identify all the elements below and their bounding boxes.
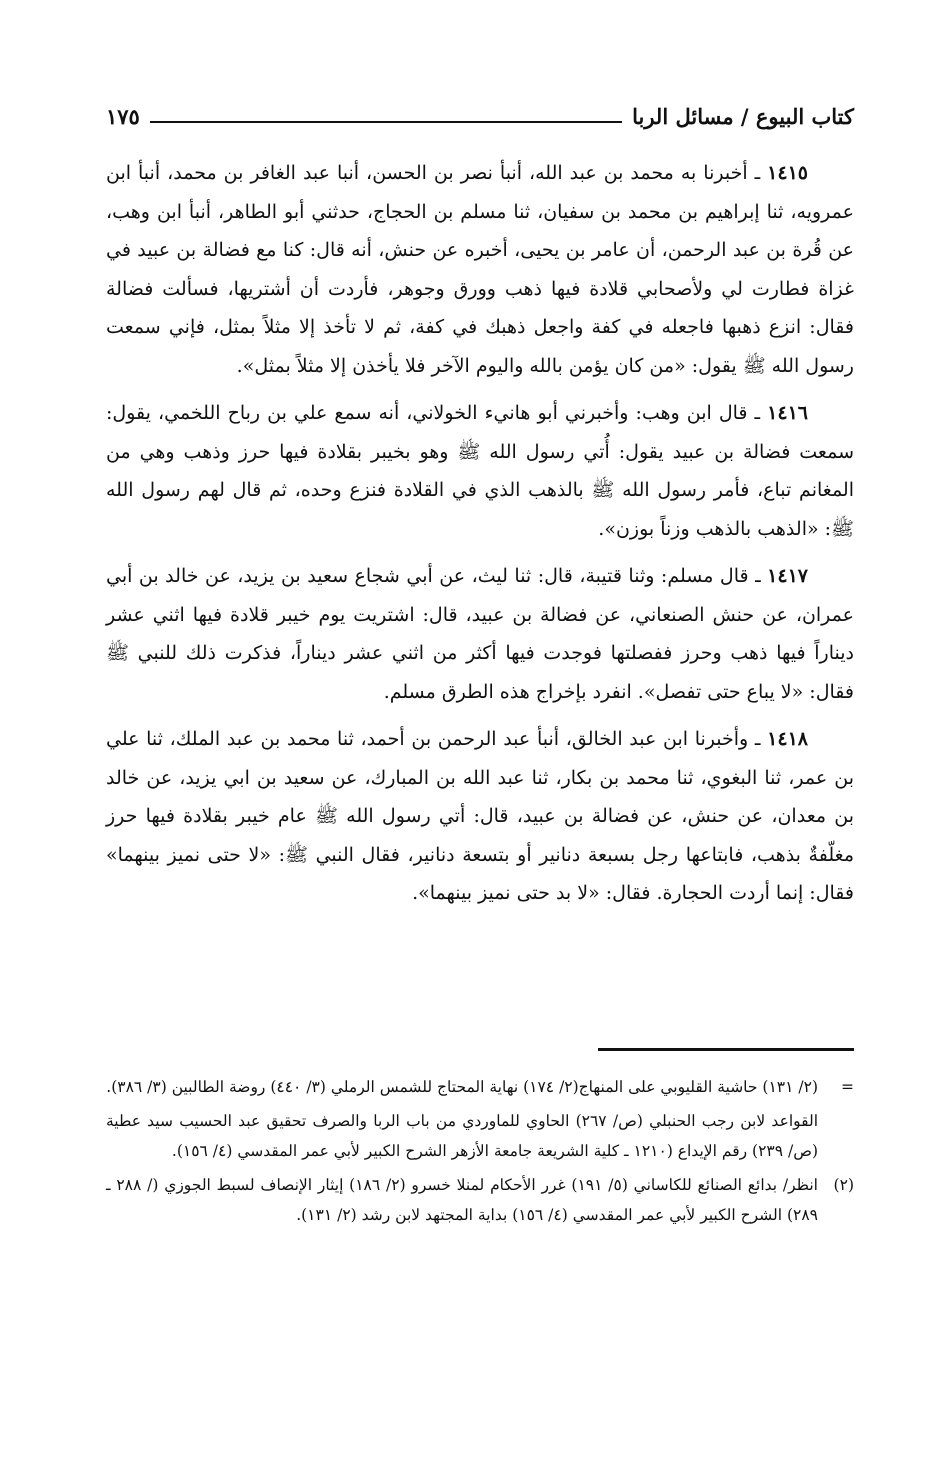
- hadith-text: ـ قال مسلم: وثنا قتيبة، قال: ثنا ليث، عن أبي شجاع سعيد بن يزيد، عن خالد بن أبي عمران، عن حنش الصنعاني، عن فضالة بن عبيد، قال: اشتريت يوم خيبر قلادة فيها اثني عشر ديناراً فيها ذهب وحرز ففصلتها فوجدت فيها أكثر من اثني عشر ديناراً، فذكرت ذلك للنبي ﷺ فقال: «لا يباع حتى تفصل». انفرد بإخراج هذه الطرق مسلم.: [106, 565, 854, 703]
- hadith-paragraph: [106, 720, 854, 913]
- footnote-text: (٢/ ١٣١) حاشية القليوبي على المنهاج(٢/ ١٧٤) نهاية المحتاج للشمس الرملي (٣/ ٤٤٠) روضة الطالبين (٣/ ٣٨٦).: [106, 1078, 818, 1096]
- footnote-marker: (٢): [833, 1176, 854, 1194]
- chapter-title: كتاب البيوع / مسائل الربا: [632, 103, 854, 129]
- hadith-paragraph: [106, 557, 854, 711]
- hadith-text: ـ قال ابن وهب: وأخبرني أبو هانيء الخولاني، أنه سمع علي بن رباح اللخمي، يقول: سمعت فضالة بن عبيد يقول: أُتي رسول الله ﷺ وهو بخيبر بقلادة فيها حرز وذهب وهي من المغانم تباع، فأمر رسول الله ﷺ بالذهب الذي في القلادة فنزع وحده، ثم قال لهم رسول الله ﷺ: «الذهب بالذهب وزناً بوزن».: [106, 402, 854, 540]
- hadith-number: ١٤١٦: [767, 402, 808, 424]
- header-rule: [150, 121, 622, 123]
- page-number: ١٧٥: [106, 103, 140, 129]
- footnote-marker: =: [841, 1078, 854, 1096]
- hadith-text: ـ أخبرنا به محمد بن عبد الله، أنبأ نصر بن الحسن، أنبا عبد الغافر بن محمد، أنبأ ابن عمرويه، ثنا إبراهيم بن محمد بن سفيان، ثنا مسلم بن الحجاج، حدثني أبو الطاهر، أنبأ ابن وهب، عن قُرة بن عبد الرحمن، أن عامر بن يحيى، أخبره عن حنش، أنه قال: كنا مع فضالة بن عبيد في غزاة فطارت لي ولأصحابي قلادة فيها ذهب وورق وجوهر، فأردت أن أشتريها، فسألت فضالة فقال: انزع ذهبها فاجعله في كفة واجعل ذهبك في كفة، ثم لا تأخذ إلا مثلاً بمثل، فإني سمعت رسول الله ﷺ يقول: «من كان يؤمن بالله واليوم الآخر فلا يأخذن إلا مثلاً بمثل».: [106, 162, 854, 377]
- running-header: [106, 96, 854, 136]
- book-page: [106, 96, 854, 1224]
- hadith-paragraph: [106, 154, 854, 385]
- hadith-text: ـ وأخبرنا ابن عبد الخالق، أنبأ عبد الرحمن بن أحمد، ثنا محمد بن عبد الملك، ثنا علي بن عمر، ثنا البغوي، ثنا محمد بن بكار، ثنا عبد الله بن المبارك، عن سعيد بن ابي يزيد، عن خالد بن معدان، عن حنش، عن فضالة بن عبيد، قال: أتي رسول الله ﷺ عام خيبر بقلادة فيها حرز مغلّفةٌ بذهب، فابتاعها رجل بسبعة دنانير أو بتسعة دنانير، فقال النبي ﷺ: «لا حتى نميز بينهما» فقال: إنما أردت الحجارة. فقال: «لا بد حتى نميز بينهما».: [106, 728, 854, 904]
- hadith-number: ١٤١٨: [767, 728, 808, 750]
- footnote-separator: [598, 1048, 854, 1051]
- footnote: [106, 1072, 854, 1102]
- footnotes: [106, 1072, 854, 1234]
- main-text: [106, 154, 854, 913]
- footnote: [106, 1106, 854, 1166]
- footnote-text: القواعد لابن رجب الحنبلي (ص/ ٢٦٧) الحاوي للماوردي من باب الربا والصرف تحقيق عبد الحسيب سيد عطية (ص/ ٢٣٩) رقم الإيداع (١٢١٠ ـ كلية الشريعة جامعة الأزهر الشرح الكبير لأبي عمر المقدسي (٤/ ١٥٦).: [106, 1112, 819, 1160]
- footnote-marker: [818, 1106, 854, 1166]
- footnote-text: انظر/ بدائع الصنائع للكاساني (٥/ ١٩١) غرر الأحكام لمنلا خسرو (٢/ ١٨٦) إيثار الإنصاف لسبط الجوزي (/ ٢٨٨ ـ ٢٨٩) الشرح الكبير لأبي عمر المقدسي (٤/ ١٥٦) بداية المجتهد لابن رشد (٢/ ١٣١).: [106, 1176, 818, 1224]
- footnote: [106, 1170, 854, 1230]
- hadith-number: ١٤١٧: [767, 565, 808, 587]
- hadith-number: ١٤١٥: [767, 162, 808, 184]
- hadith-paragraph: [106, 394, 854, 548]
